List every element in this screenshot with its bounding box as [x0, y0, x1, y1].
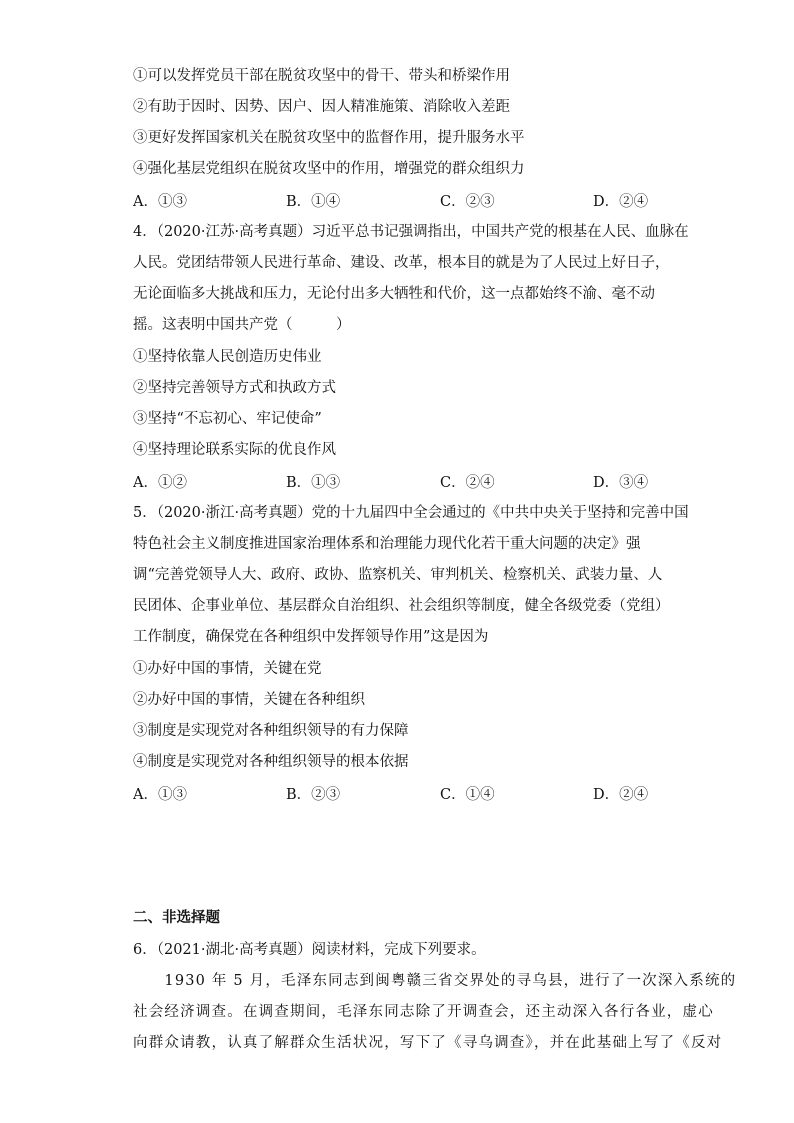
q4-option-c[interactable]: C．②④	[440, 475, 495, 491]
q4-statement-3: ③坚持“不忘初心、牢记使命”	[133, 411, 322, 427]
q5-options	[133, 783, 663, 803]
q4-stem-line-2: 人民。党团结带领人民进行革命、建设、改革，根本目的就是为了人民过上好日子，	[133, 255, 670, 271]
q5-statement-2: ②办好中国的事情，关键在各种组织	[133, 692, 365, 708]
q6-material-line-3: 向群众请教，认真了解群众生活状况，写下了《寻乌调查》，并在此基础上写了《反对	[133, 1035, 723, 1051]
q3-option-c[interactable]: C．②③	[440, 194, 495, 210]
q5-option-c[interactable]: C．①④	[440, 787, 495, 803]
q5-statement-3: ③制度是实现党对各种组织领导的有力保障	[133, 723, 409, 739]
q3-statement-2: ②有助于因时、因势、因户、因人精准施策、消除收入差距	[133, 99, 510, 115]
q4-stem-line-1: 4．（2020·江苏·高考真题）习近平总书记强调指出，中国共产党的根基在人民、血脉在	[133, 224, 689, 240]
q5-statement-4: ④制度是实现党对各种组织领导的根本依据	[133, 754, 409, 770]
section-heading: 二、非选择题	[133, 909, 220, 926]
q4-option-d[interactable]: D．③④	[593, 475, 649, 491]
q5-stem-line-3: 调“完善党领导人大、政府、政协、监察机关、审判机关、检察机关、武装力量、人	[133, 567, 663, 583]
q3-option-d[interactable]: D．②④	[593, 194, 649, 210]
q4-statement-1: ①坚持依靠人民创造历史伟业	[133, 349, 322, 365]
q4-option-b[interactable]: B．①③	[286, 475, 341, 491]
q3-options	[133, 190, 663, 210]
q4-options	[133, 471, 663, 491]
q3-statement-3: ③更好发挥国家机关在脱贫攻坚中的监督作用，提升服务水平	[133, 130, 525, 146]
q4-statement-2: ②坚持完善领导方式和执政方式	[133, 380, 336, 396]
q5-stem-line-5: 工作制度，确保党在各种组织中发挥领导作用”这是因为	[133, 629, 489, 645]
q3-option-b[interactable]: B．①④	[286, 194, 341, 210]
q3-statement-4: ④强化基层党组织在脱贫攻坚中的作用，增强党的群众组织力	[133, 161, 525, 177]
q4-stem-line-3: 无论面临多大挑战和压力，无论付出多大牺牲和代价，这一点都始终不渝、毫不动	[133, 286, 655, 302]
q5-option-b[interactable]: B．②③	[286, 787, 341, 803]
q5-statement-1: ①办好中国的事情，关键在党	[133, 661, 322, 677]
q3-statement-1: ①可以发挥党员干部在脱贫攻坚中的骨干、带头和桥梁作用	[133, 68, 510, 84]
q4-option-a[interactable]: A．①②	[133, 475, 187, 491]
q5-stem-line-4: 民团体、企事业单位、基层群众自治组织、社会组织等制度，健全各级党委（党组）	[133, 598, 670, 614]
q5-option-d[interactable]: D．②④	[593, 787, 649, 803]
q5-stem-line-1: 5．（2020·浙江·高考真题）党的十九届四中全会通过的《中共中央关于坚持和完善中国	[133, 505, 689, 521]
q5-option-a[interactable]: A．①③	[133, 787, 187, 803]
q6-stem: 6．（2021·湖北·高考真题）阅读材料，完成下列要求。	[133, 942, 486, 958]
q6-material-line-2: 社会经济调查。在调查期间，毛泽东同志除了开调查会，还主动深入各行各业，虚心	[133, 1004, 714, 1020]
q5-stem-line-2: 特色社会主义制度推进国家治理体系和治理能力现代化若干重大问题的决定》强	[133, 536, 641, 552]
q6-material-line-1: 1930 年 5 月，毛泽东同志到闽粤赣三省交界处的寻乌县，进行了一次深入系统的	[133, 973, 737, 989]
q3-option-a[interactable]: A．①③	[133, 194, 187, 210]
q4-stem-line-4: 摇。这表明中国共产党（ ）	[133, 317, 351, 333]
q4-statement-4: ④坚持理论联系实际的优良作风	[133, 442, 336, 458]
